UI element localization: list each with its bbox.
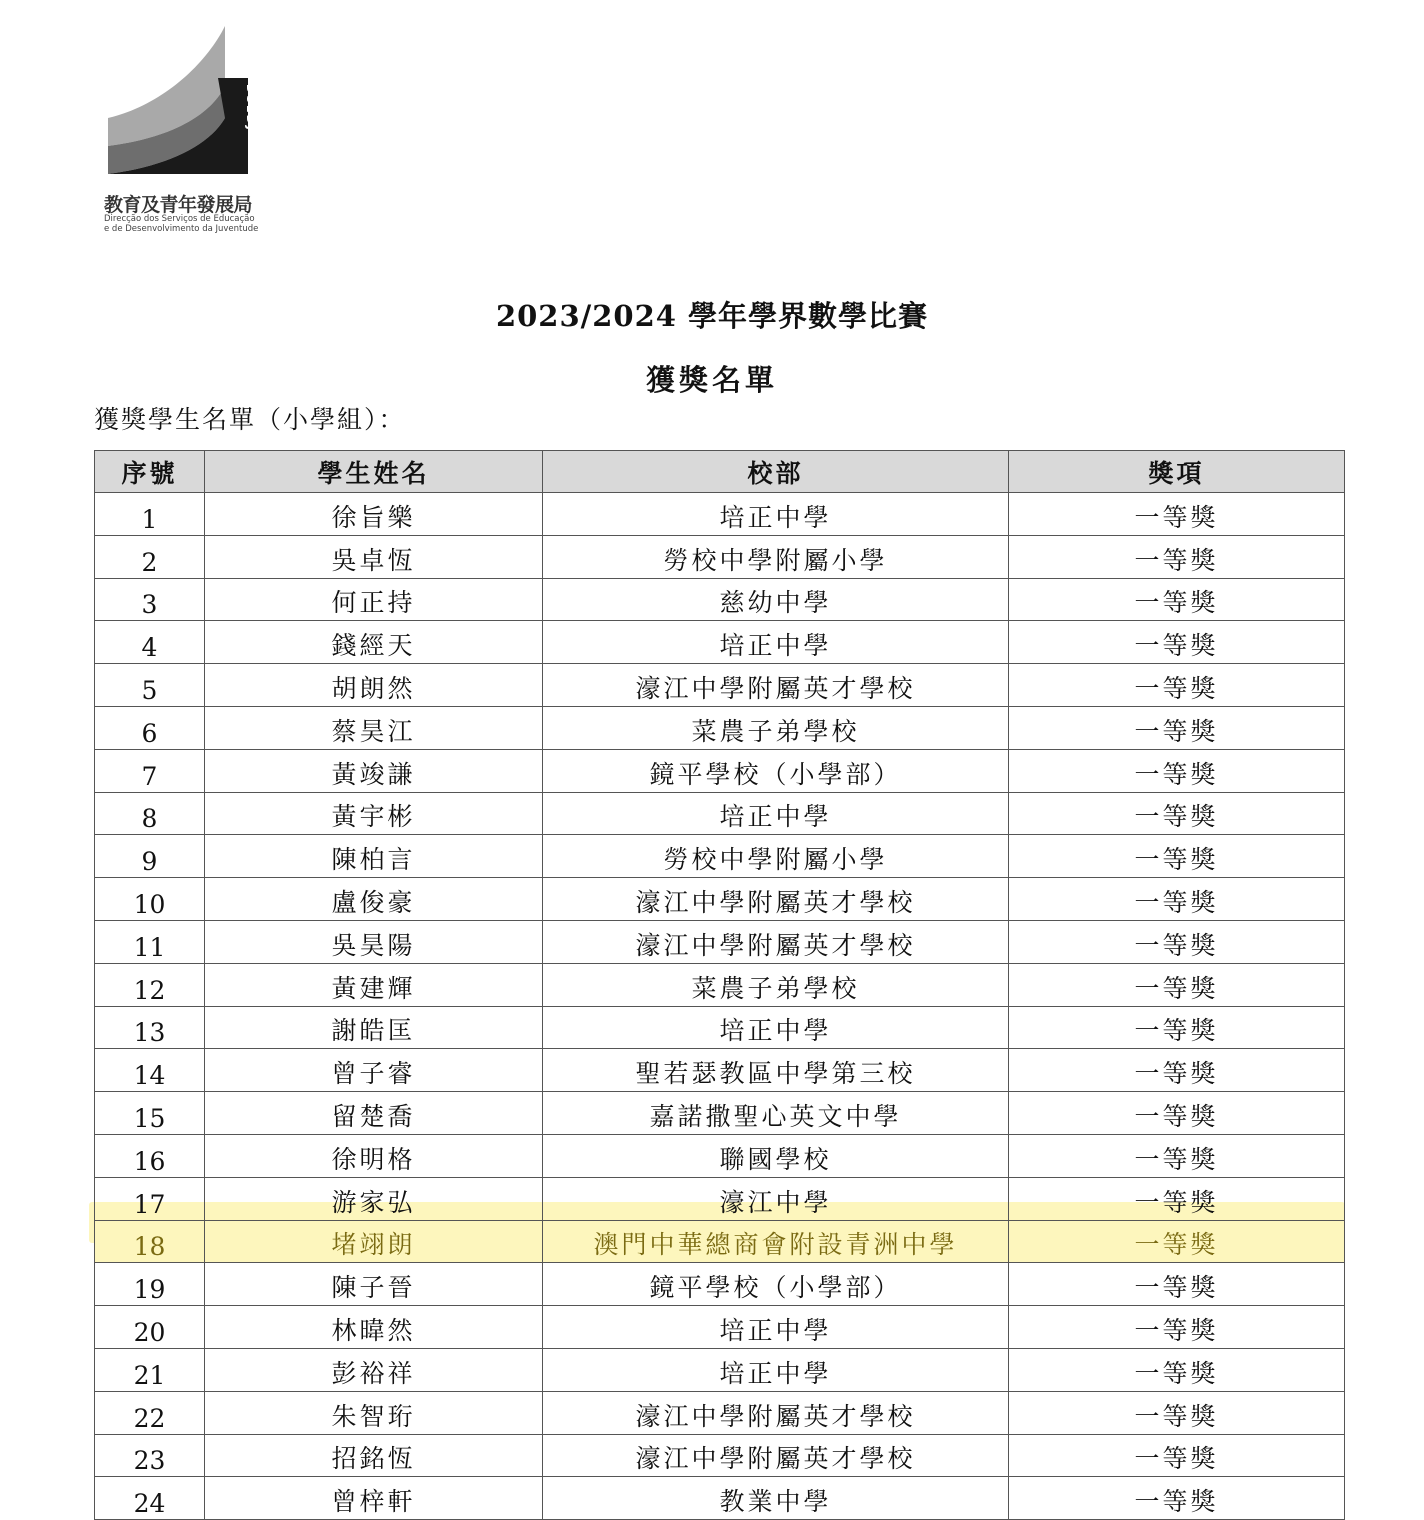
cell-number: 21 xyxy=(95,1348,205,1391)
cell-award: 一等獎 xyxy=(1009,878,1345,921)
cell-school: 教業中學 xyxy=(543,1477,1009,1520)
awards-table xyxy=(94,450,1345,1520)
table-row xyxy=(95,749,1345,792)
cell-student-name: 吳昊陽 xyxy=(205,920,543,963)
table-row xyxy=(95,792,1345,835)
document-subtitle: 獲獎名單 xyxy=(645,363,778,397)
cell-number: 15 xyxy=(95,1092,205,1135)
cell-student-name: 何正持 xyxy=(205,578,543,621)
cell-school: 濠江中學附屬英才學校 xyxy=(543,920,1009,963)
cell-student-name: 吳卓恆 xyxy=(205,535,543,578)
cell-student-name: 彭裕祥 xyxy=(205,1348,543,1391)
cell-student-name: 黃宇彬 xyxy=(205,792,543,835)
cell-school: 濠江中學附屬英才學校 xyxy=(543,664,1009,707)
cell-number: 22 xyxy=(95,1391,205,1434)
cell-student-name: 曾子睿 xyxy=(205,1049,543,1092)
table-row xyxy=(95,1391,1345,1434)
logo-abbr: DSEDJ xyxy=(244,84,257,132)
cell-number: 11 xyxy=(95,920,205,963)
cell-school: 勞校中學附屬小學 xyxy=(543,835,1009,878)
table-row xyxy=(95,1348,1345,1391)
cell-award: 一等獎 xyxy=(1009,1263,1345,1306)
cell-award: 一等獎 xyxy=(1009,749,1345,792)
cell-number: 10 xyxy=(95,878,205,921)
table-row xyxy=(95,1220,1345,1263)
table-row xyxy=(95,835,1345,878)
cell-student-name: 留楚喬 xyxy=(205,1092,543,1135)
cell-school: 培正中學 xyxy=(543,621,1009,664)
cell-school: 聖若瑟教區中學第三校 xyxy=(543,1049,1009,1092)
section-heading: 獲獎學生名單（小學組）： xyxy=(94,405,406,434)
cell-school: 培正中學 xyxy=(543,493,1009,536)
cell-student-name: 林暐然 xyxy=(205,1306,543,1349)
cell-school: 鏡平學校（小學部） xyxy=(543,1263,1009,1306)
table-row xyxy=(95,1306,1345,1349)
cell-number: 8 xyxy=(95,792,205,835)
logo-name-zh: 教育及青年發展局 xyxy=(104,194,253,216)
cell-school: 培正中學 xyxy=(543,1006,1009,1049)
table-row xyxy=(95,621,1345,664)
cell-award: 一等獎 xyxy=(1009,1348,1345,1391)
cell-school: 濠江中學附屬英才學校 xyxy=(543,1391,1009,1434)
table-row xyxy=(95,878,1345,921)
cell-award: 一等獎 xyxy=(1009,578,1345,621)
cell-school: 聯國學校 xyxy=(543,1134,1009,1177)
cell-school: 鏡平學校（小學部） xyxy=(543,749,1009,792)
cell-school: 慈幼中學 xyxy=(543,578,1009,621)
cell-number: 5 xyxy=(95,664,205,707)
table-row xyxy=(95,1092,1345,1135)
cell-number: 18 xyxy=(95,1220,205,1263)
cell-award: 一等獎 xyxy=(1009,1477,1345,1520)
cell-award: 一等獎 xyxy=(1009,493,1345,536)
header-school: 校部 xyxy=(543,451,1009,493)
cell-school: 濠江中學 xyxy=(543,1177,1009,1220)
cell-award: 一等獎 xyxy=(1009,1391,1345,1434)
cell-school: 嘉諾撒聖心英文中學 xyxy=(543,1092,1009,1135)
cell-number: 19 xyxy=(95,1263,205,1306)
cell-school: 菜農子弟學校 xyxy=(543,706,1009,749)
cell-award: 一等獎 xyxy=(1009,963,1345,1006)
cell-student-name: 陳子晉 xyxy=(205,1263,543,1306)
cell-school: 培正中學 xyxy=(543,1348,1009,1391)
table-row xyxy=(95,1263,1345,1306)
cell-school: 培正中學 xyxy=(543,792,1009,835)
table-row xyxy=(95,1134,1345,1177)
cell-number: 17 xyxy=(95,1177,205,1220)
cell-student-name: 謝皓匡 xyxy=(205,1006,543,1049)
cell-award: 一等獎 xyxy=(1009,621,1345,664)
dsedj-logo xyxy=(100,26,270,241)
cell-student-name: 黃建輝 xyxy=(205,963,543,1006)
header-student-name: 學生姓名 xyxy=(205,451,543,493)
cell-number: 24 xyxy=(95,1477,205,1520)
cell-school: 濠江中學附屬英才學校 xyxy=(543,878,1009,921)
cell-school: 菜農子弟學校 xyxy=(543,963,1009,1006)
cell-award: 一等獎 xyxy=(1009,1134,1345,1177)
cell-number: 16 xyxy=(95,1134,205,1177)
cell-award: 一等獎 xyxy=(1009,835,1345,878)
table-row xyxy=(95,1177,1345,1220)
cell-number: 4 xyxy=(95,621,205,664)
cell-number: 7 xyxy=(95,749,205,792)
cell-number: 3 xyxy=(95,578,205,621)
cell-student-name: 錢經天 xyxy=(205,621,543,664)
cell-award: 一等獎 xyxy=(1009,792,1345,835)
cell-student-name: 朱智珩 xyxy=(205,1391,543,1434)
header-award: 獎項 xyxy=(1009,451,1345,493)
table-header-row xyxy=(95,451,1345,493)
cell-award: 一等獎 xyxy=(1009,1177,1345,1220)
cell-award: 一等獎 xyxy=(1009,920,1345,963)
logo-name-pt-1: Direcção dos Serviços de Educação xyxy=(104,214,255,224)
cell-student-name: 游家弘 xyxy=(205,1177,543,1220)
cell-school: 勞校中學附屬小學 xyxy=(543,535,1009,578)
table-row xyxy=(95,706,1345,749)
cell-award: 一等獎 xyxy=(1009,1049,1345,1092)
cell-award: 一等獎 xyxy=(1009,1006,1345,1049)
cell-award: 一等獎 xyxy=(1009,664,1345,707)
logo-name-pt-2: e de Desenvolvimento da Juventude xyxy=(104,224,259,234)
table-row xyxy=(95,535,1345,578)
cell-student-name: 招銘恆 xyxy=(205,1434,543,1477)
table-row xyxy=(95,493,1345,536)
cell-school: 濠江中學附屬英才學校 xyxy=(543,1434,1009,1477)
document-title: 2023/2024 學年學界數學比賽 xyxy=(495,299,929,333)
cell-award: 一等獎 xyxy=(1009,1434,1345,1477)
cell-student-name: 曾梓軒 xyxy=(205,1477,543,1520)
table-row xyxy=(95,1049,1345,1092)
cell-award: 一等獎 xyxy=(1009,1220,1345,1263)
table-row xyxy=(95,1434,1345,1477)
cell-award: 一等獎 xyxy=(1009,706,1345,749)
table-row xyxy=(95,1477,1345,1520)
cell-number: 14 xyxy=(95,1049,205,1092)
cell-number: 2 xyxy=(95,535,205,578)
cell-award: 一等獎 xyxy=(1009,1092,1345,1135)
cell-number: 12 xyxy=(95,963,205,1006)
cell-student-name: 胡朗然 xyxy=(205,664,543,707)
cell-number: 9 xyxy=(95,835,205,878)
table-row xyxy=(95,1006,1345,1049)
cell-student-name: 徐明格 xyxy=(205,1134,543,1177)
cell-number: 13 xyxy=(95,1006,205,1049)
cell-student-name: 徐旨樂 xyxy=(205,493,543,536)
cell-number: 6 xyxy=(95,706,205,749)
cell-number: 1 xyxy=(95,493,205,536)
table-row xyxy=(95,664,1345,707)
cell-number: 20 xyxy=(95,1306,205,1349)
table-row xyxy=(95,578,1345,621)
cell-student-name: 盧俊豪 xyxy=(205,878,543,921)
cell-number: 23 xyxy=(95,1434,205,1477)
cell-student-name: 蔡昊江 xyxy=(205,706,543,749)
cell-student-name: 堵翊朗 xyxy=(205,1220,543,1263)
cell-award: 一等獎 xyxy=(1009,1306,1345,1349)
table-row xyxy=(95,920,1345,963)
cell-school: 澳門中華總商會附設青洲中學 xyxy=(543,1220,1009,1263)
table-row xyxy=(95,963,1345,1006)
logo-mark-icon xyxy=(100,26,270,186)
cell-school: 培正中學 xyxy=(543,1306,1009,1349)
cell-student-name: 黃竣謙 xyxy=(205,749,543,792)
header-number: 序號 xyxy=(95,451,205,493)
cell-award: 一等獎 xyxy=(1009,535,1345,578)
cell-student-name: 陳柏言 xyxy=(205,835,543,878)
